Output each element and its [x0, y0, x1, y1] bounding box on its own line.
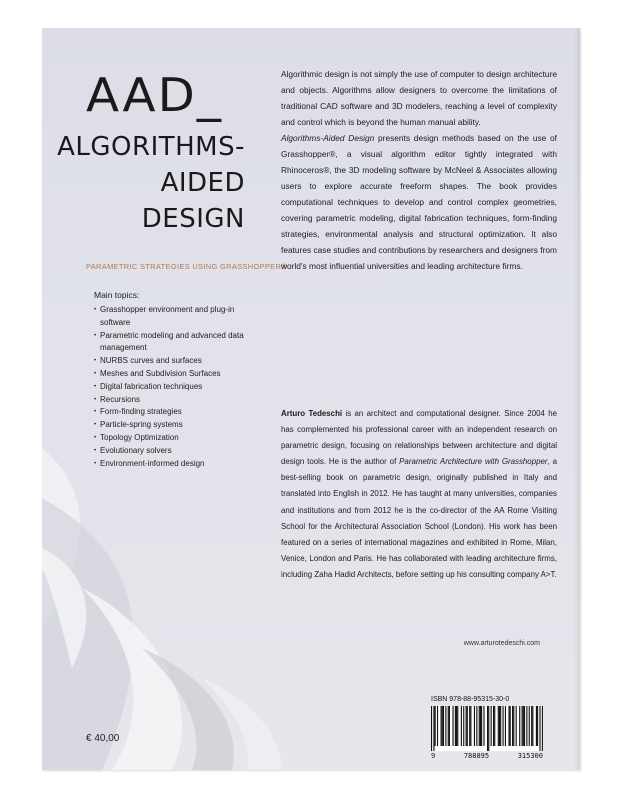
book-description	[281, 66, 557, 274]
title-line-2: AIDED	[160, 168, 245, 198]
list-item: • Digital fabrication techniques	[94, 381, 254, 394]
title-line-1: ALGORITHMS-	[57, 132, 245, 162]
list-item: • Recursions	[94, 394, 254, 407]
description-paragraph-1: Algorithmic design is not simply the use of computer to design architecture and objects. Algorithms allow designers to overcome the limitations of traditional CAD software and 3D modelers, reaching a level of complexity and control which is beyond the human manual ability.	[281, 69, 557, 127]
bio-text-1: is an architect and computational designer. Since 2004 he has complemented his professional career with an independent research on parametric design, focusing on relationships between architecture and digital design tools. He is the author of	[281, 409, 557, 467]
title-line-3: DESIGN	[141, 204, 245, 234]
bio-book-title: Parametric Architecture with Grasshopper	[399, 457, 548, 467]
description-book-title: Algorithms-Aided Design	[281, 133, 375, 143]
title-aad: AAD_	[86, 68, 224, 122]
topics-heading: Main topics:	[94, 290, 140, 300]
list-item: • Topology Optimization	[94, 432, 254, 445]
list-item: • Particle-spring systems	[94, 419, 254, 432]
description-paragraph-2: presents design methods based on the use of Grasshopper®, a visual algorithm editor tightly integrated with Rhinoceros®, the 3D modeling software by McNeel & Associates allowing users to explore accurate freeform shapes. The book provides computational techniques to develop and control complex geometries, covering parametric modeling, digital fabrication techniques, form-finding strategies, environmental analysis and structural optimization. It also features case studies and contributions by researchers and designers from world's most influential universities and leading architecture firms.	[281, 133, 557, 271]
bio-text-2: , a best-selling book on parametric design, originally published in Italy and translated into English in 2012. He has taught at many universities, companies and institutions and from 2012 he is the co-director of the AA Rome Visiting School for the Architectural Association School (London). His work has been featured on a series of international magazines and exhibited in Rome, Milan, Venice, London and Paris. He has collaborated with leading architecture firms, including Zaha Hadid Architects, before setting up his consulting company A>T.	[281, 457, 557, 579]
list-item: • Evolutionary solvers	[94, 445, 254, 458]
price: € 40,00	[86, 733, 120, 744]
list-item: • Grasshopper environment and plug-in software	[94, 304, 254, 330]
list-item: • Meshes and Subdivision Surfaces	[94, 368, 254, 381]
barcode-digits-right: 315300	[517, 752, 543, 760]
list-item: • NURBS curves and surfaces	[94, 355, 254, 368]
book-back-cover	[42, 28, 580, 770]
list-item: • Parametric modeling and advanced data management	[94, 330, 254, 356]
isbn-label: ISBN 978-88-95315-30-0	[431, 696, 510, 703]
list-item: • Environment-informed design	[94, 458, 254, 471]
author-name: Arturo Tedeschi	[281, 409, 343, 418]
author-website: www.arturotedeschi.com	[463, 640, 540, 647]
author-bio	[281, 406, 557, 583]
topics-list	[94, 304, 254, 470]
barcode-digits-left: 788895	[463, 752, 490, 760]
barcode-digits	[431, 752, 543, 760]
cover-edge-shadow	[574, 28, 580, 770]
barcode-bars	[431, 706, 543, 751]
list-item: • Form-finding strategies	[94, 406, 254, 419]
barcode-digit-prefix: 9	[431, 752, 436, 760]
barcode	[431, 706, 543, 751]
subtitle: PARAMETRIC STRATEGIES USING GRASSHOPPER®	[86, 262, 288, 271]
